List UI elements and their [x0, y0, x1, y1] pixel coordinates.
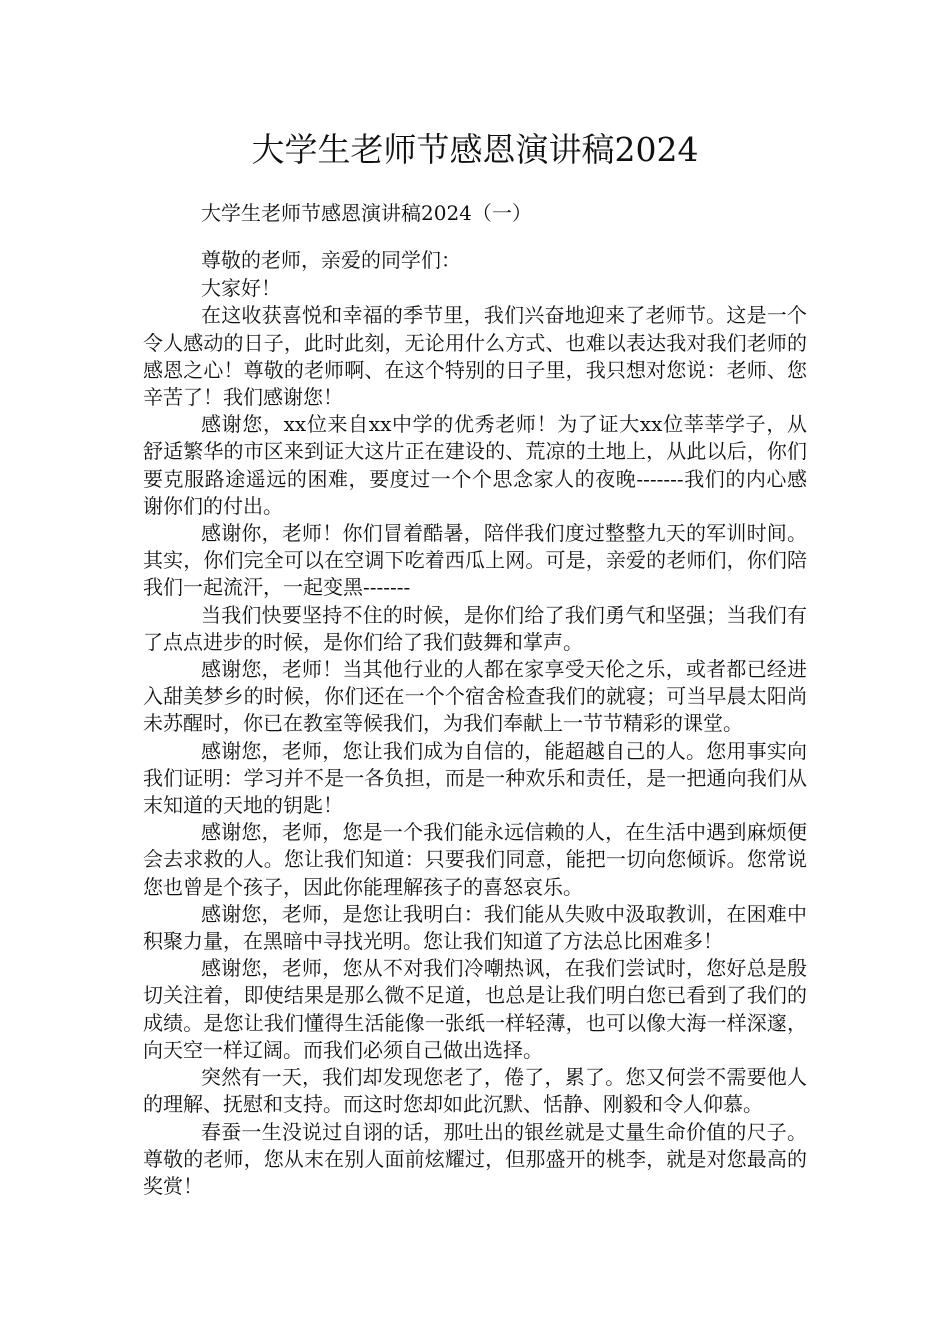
body-paragraph: 感谢您，老师，您从不对我们冷嘲热讽，在我们尝试时，您好总是殷切关注着，即使结果是那么微不足道，也总是让我们明白您已看到了我们的成绩。是您让我们懂得生活能像一张纸一样轻薄，也可以像大海一样深邃，向天空一样辽阔。而我们必须自己做出选择。	[143, 956, 807, 1062]
document-title: 大学生老师节感恩演讲稿2024	[251, 130, 699, 169]
salutation: 尊敬的老师，亲爱的同学们：	[201, 248, 461, 272]
body-paragraph: 突然有一天，我们却发现您老了，倦了，累了。您又何尝不需要他人的理解、抚慰和支持。而这时您却如此沉默、恬静、刚毅和令人仰慕。	[143, 1065, 807, 1117]
body-paragraph: 感谢您，老师，您让我们成为自信的，能超越自己的人。您用事实向我们证明：学习并不是一各负担，而是一种欢乐和责任，是一把通向我们从末知道的天地的钥匙！	[143, 738, 807, 818]
greeting: 大家好！	[201, 276, 281, 301]
body-paragraph: 感谢您，老师！当其他行业的人都在家享受天伦之乐，或者都已经进入甜美梦乡的时候，你们还在一个个宿舍检查我们的就寝；可当早晨太阳尚未苏醒时，你已在教室等候我们，为我们奉献上一节节精彩的课堂。	[143, 657, 807, 736]
body-paragraph: 感谢您，xx位来自xx中学的优秀老师！为了证大xx位莘莘学子，从舒适繁华的市区来到证大这片正在建设的、荒凉的土地上，从此以后，你们要克服路途遥远的困难，要度过一个个思念家人的夜晚-------我们的内心感谢你们的付出。	[143, 412, 807, 518]
document-body	[143, 247, 807, 1200]
section-heading: 大学生老师节感恩演讲稿2024（一）	[201, 201, 532, 225]
body-paragraph: 感谢您，老师，是您让我明白：我们能从失败中汲取教训，在困难中积聚力量，在黑暗中寻找光明。您让我们知道了方法总比困难多！	[143, 901, 807, 954]
body-paragraph: 当我们快要坚持不住的时候，是你们给了我们勇气和坚强；当我们有了点点进步的时候，是你们给了我们鼓舞和掌声。	[143, 602, 807, 654]
body-paragraph: 感谢你，老师！你们冒着酷暑，陪伴我们度过整整九天的军训时间。其实，你们完全可以在空调下吃着西瓜上网。可是，亲爱的老师们，你们陪我们一起流汗，一起变黑-------	[143, 521, 807, 600]
body-paragraph: 感谢您，老师，您是一个我们能永远信赖的人，在生活中遇到麻烦便会去求救的人。您让我们知道：只要我们同意，能把一切向您倾诉。您常说您也曾是个孩子，因此你能理解孩子的喜怒哀乐。	[143, 820, 807, 899]
body-paragraph: 在这收获喜悦和幸福的季节里，我们兴奋地迎来了老师节。这是一个令人感动的日子，此时此刻，无论用什么方式、也难以表达我对我们老师的感恩之心！尊敬的老师啊、在这个特别的日子里，我只想对您说：老师、您辛苦了！我们感谢您！	[143, 303, 807, 410]
body-paragraph: 春蚕一生没说过自诩的话，那吐出的银丝就是丈量生命价值的尺子。尊敬的老师，您从末在别人面前炫耀过，但那盛开的桃李，就是对您最高的奖赏！	[143, 1119, 807, 1198]
